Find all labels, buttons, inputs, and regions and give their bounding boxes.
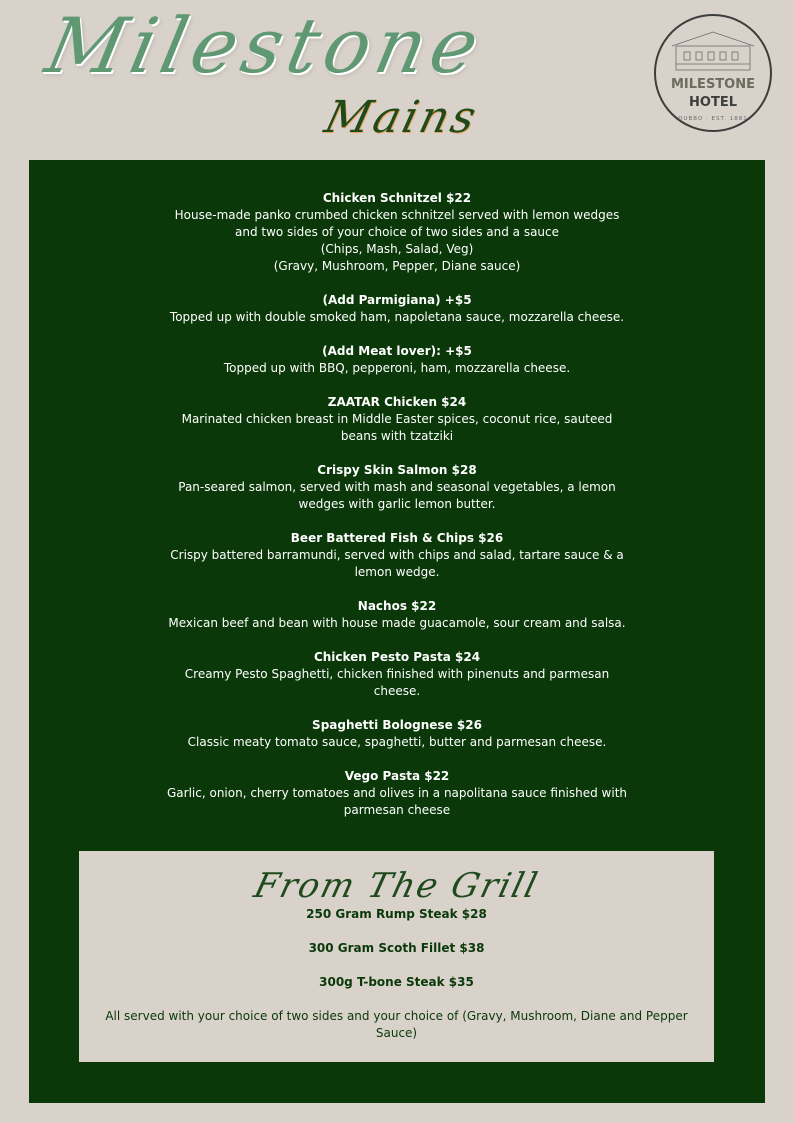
menu-item-title: Beer Battered Fish & Chips $26: [290, 531, 504, 545]
grill-title: From The Grill: [250, 866, 543, 906]
menu-item-title: Chicken Pesto Pasta $24: [313, 650, 481, 664]
menu-item-description: Classic meaty tomato sauce, spaghetti, butter and parmesan cheese.: [187, 735, 607, 749]
logo-subname: HOTEL: [689, 95, 737, 110]
grill-item: 250 Gram Rump Steak $28: [306, 907, 487, 921]
grill-note: All served with your choice of two sides and your choice of (Gravy, Mushroom, Diane and Pepper Sauce): [105, 1009, 688, 1040]
menu-item: [29, 343, 765, 377]
menu-item-sauces: (Gravy, Mushroom, Pepper, Diane sauce): [273, 259, 521, 273]
menu-item-title: (Add Meat lover): +$5: [322, 344, 472, 358]
menu-item-title: Crispy Skin Salmon $28: [317, 463, 477, 477]
menu-item: [29, 394, 765, 445]
menu-item: [29, 598, 765, 632]
menu-item-title: ZAATAR Chicken $24: [327, 395, 467, 409]
grill-item: 300g T-bone Steak $35: [319, 975, 474, 989]
menu-item: [29, 292, 765, 326]
menu-item-description: Crispy battered barramundi, served with chips and salad, tartare sauce & a lemon wedge.: [170, 548, 624, 579]
grill-section: [79, 851, 714, 1062]
menu-item-title: (Add Parmigiana) +$5: [322, 293, 472, 307]
menu-item-title: Nachos $22: [357, 599, 437, 613]
menu-item-description: Pan-seared salmon, served with mash and seasonal vegetables, a lemon wedges with garlic lemon butter.: [178, 480, 616, 511]
menu-item-sides: (Chips, Mash, Salad, Veg): [320, 242, 474, 256]
menu-item-title: Spaghetti Bolognese $26: [312, 718, 482, 732]
menu-item-description: Topped up with BBQ, pepperoni, ham, mozzarella cheese.: [223, 361, 571, 375]
grill-item: 300 Gram Scoth Fillet $38: [308, 941, 485, 955]
menu-item: [29, 190, 765, 275]
menu-item: [29, 462, 765, 513]
menu-item: [29, 530, 765, 581]
menu-item: [29, 717, 765, 751]
brand-title: Milestone: [38, 1, 493, 90]
menu-item-title: Vego Pasta $22: [344, 769, 450, 783]
hotel-logo: [652, 12, 774, 134]
logo-tagline: DUBBO · EST. 1881: [678, 116, 748, 122]
logo-name: MILESTONE: [671, 77, 755, 92]
menu-item-description: House-made panko crumbed chicken schnitzel served with lemon wedges and two sides of your choice of two sides and a sauce: [174, 208, 620, 239]
menu-item-title: Chicken Schnitzel $22: [322, 191, 472, 205]
menu-item-description: Topped up with double smoked ham, napoletana sauce, mozzarella cheese.: [169, 310, 625, 324]
mains-menu-panel: [29, 160, 765, 1103]
section-title: Mains: [319, 92, 484, 143]
mains-list: [29, 190, 765, 836]
menu-item-description: Creamy Pesto Spaghetti, chicken finished with pinenuts and parmesan cheese.: [184, 667, 610, 698]
menu-item-description: Mexican beef and bean with house made guacamole, sour cream and salsa.: [168, 616, 626, 630]
menu-item: [29, 649, 765, 700]
menu-item: [29, 768, 765, 819]
menu-item-description: Marinated chicken breast in Middle Easter spices, coconut rice, sauteed beans with tzatziki: [181, 412, 613, 443]
menu-item-description: Garlic, onion, cherry tomatoes and olives in a napolitana sauce finished with parmesan cheese: [167, 786, 628, 817]
